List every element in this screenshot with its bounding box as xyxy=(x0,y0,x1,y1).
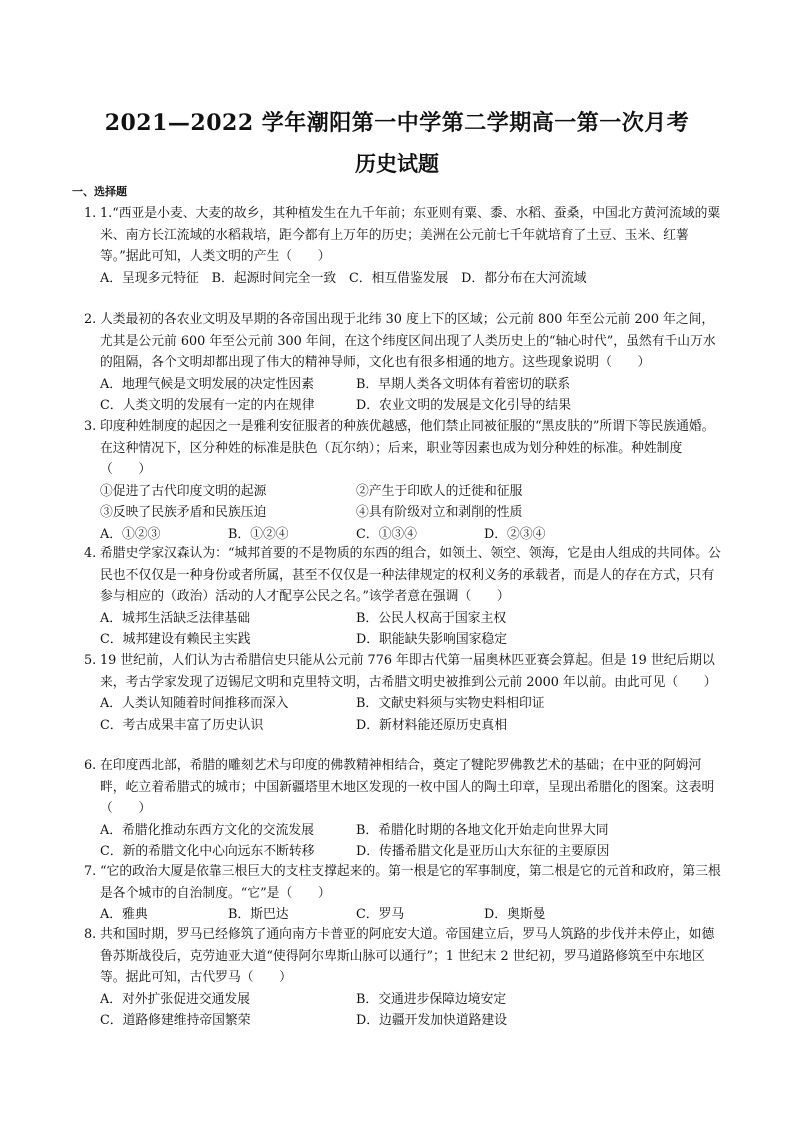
question-stem: 希腊史学家汉森认为：“城邦首要的不是物质的东西的组合，如领土、领空、领海，它是由人组成的共同体。公民也不仅仅是一种身份或者所属，甚至不仅仅是一种法律规定的权利义务的承载者，而是人的存在方式，只有参与相应的（政治）活动的人才配享公民之名。”该学者意在强调（ ） xyxy=(100,546,721,604)
question-number: 7. xyxy=(84,864,97,879)
option-c: C．城邦建设有赖民主实践 xyxy=(100,632,251,647)
question-number: 5. xyxy=(84,653,97,668)
option-a: A．地理气候是文明发展的决定性因素 xyxy=(100,376,314,392)
exam-subtitle: 历史试题 xyxy=(355,151,439,176)
option-d: D．边疆开发加快道路建设 xyxy=(356,1013,508,1028)
question-number: 3. xyxy=(84,419,97,434)
question-stem: 人类最初的各农业文明及早期的各帝国出现于北纬 30 度上下的区域；公元前 800 年至公元前 200 年之间，尤其是公元前 600 年至公元前 300 年间，在这个纬度区间出现了人类历史上的“轴心时代”，虽然有千山万水的阻隔，各个文明却都出现了伟大的精神导师，文化也有很多相通的地方。这些现象说明（ ） xyxy=(100,312,716,370)
statement-1: ①促进了古代印度文明的起源 xyxy=(100,483,267,499)
option-a: A．人类认知随着时间推移而深入 xyxy=(100,696,289,711)
option-d: D．奥斯曼 xyxy=(484,907,546,922)
option-c: C．道路修建维持帝国繁荣 xyxy=(100,1013,251,1028)
option-c: C．罗马 xyxy=(356,907,405,922)
option-b: B．希腊化时期的各地文化开始走向世界大同 xyxy=(356,822,609,838)
question-stem: 19 世纪前，人们认为古希腊信史只能从公元前 776 年即古代第一届奥林匹亚赛会算起。但是 19 世纪后期以来，考古学家发现了迈锡尼文明和克里特文明，古希腊文明史被推到公元前 2000 年以前。由此可见（ ） xyxy=(100,653,717,690)
exam-title: 2021—2022 学年潮阳第一中学第二学期高一第一次月考 xyxy=(104,110,690,136)
option-b: B．文献史料须与实物史料相印证 xyxy=(356,696,545,711)
statement-4: ④具有阶级对立和剥削的性质 xyxy=(356,505,523,520)
statement-2: ②产生于印欧人的迁徙和征服 xyxy=(356,483,523,499)
section-title: 一、选择题 xyxy=(72,185,127,198)
question-number: 6. xyxy=(84,758,97,773)
option-c: C．新的希腊文化中心向远东不断转移 xyxy=(100,844,315,859)
question-6 xyxy=(84,755,724,863)
option-d: D．职能缺失影响国家稳定 xyxy=(356,632,508,647)
option-a: A．城邦生活缺乏法律基础 xyxy=(100,610,251,626)
question-5 xyxy=(84,650,724,736)
question-stem: 共和国时期，罗马已经修筑了通向南方卡普亚的阿庇安大道。帝国建立后，罗马人筑路的步伐并未停止，如德鲁苏斯战役后，克劳迪亚大道“使得阿尔卑斯山脉可以通行”；1 世纪末 2 世纪初，罗马道路修筑至中东地区等。据此可知，古代罗马（ ） xyxy=(100,927,715,985)
question-4 xyxy=(84,543,724,651)
question-number: 4. xyxy=(84,546,97,561)
option-b: B．早期人类各文明体有着密切的联系 xyxy=(356,376,571,392)
question-3 xyxy=(84,416,724,545)
option-a: A．雅典 xyxy=(100,907,148,922)
option-a: A．对外扩张促进交通发展 xyxy=(100,991,251,1007)
question-stem: “它的政治大厦是依靠三根巨大的支柱支撑起来的。第一根是它的军事制度，第二根是它的元首和政府，第三根是各个城市的自治制度。“它”是（ ） xyxy=(100,864,721,901)
option-c: C．考古成果丰富了历史认识 xyxy=(100,717,264,733)
question-number: 1. xyxy=(84,206,97,221)
question-stem: 1.“西亚是小麦、大麦的故乡，其种植发生在九千年前；东亚则有粟、黍、水稻、蚕桑，中国北方黄河流域的粟米、南方长江流域的水稻栽培，距今都有上万年的历史；美洲在公元前七千年就培育了土豆、玉米、红薯等。”据此可知，人类文明的产生（ ） xyxy=(100,206,721,264)
question-number: 8. xyxy=(84,927,97,942)
option-d: D．传播希腊文化是亚历山大东征的主要原因 xyxy=(356,844,610,859)
option-d: D．②③④ xyxy=(484,526,546,542)
question-stem: 印度种姓制度的起因之一是雅利安征服者的种族优越感，他们禁止同被征服的“黑皮肤的”所谓下等民族通婚。在这种情况下，区分种姓的标准是肤色（瓦尔纳）；后来，职业等因素也成为划分种姓的标准。种姓制度（ ） xyxy=(100,419,715,477)
statement-3: ③反映了民族矛盾和民族压迫 xyxy=(100,505,267,520)
question-number: 2. xyxy=(84,312,97,327)
question-stem: 在印度西北部，希腊的雕刻艺术与印度的佛教精神相结合，奠定了犍陀罗佛教艺术的基础；在中亚的阿姆河畔，屹立着希腊式的城市；中国新疆塔里木地区发现的一枚中国人的陶土印章，呈现出希腊化的图案。这表明（ ） xyxy=(100,758,715,816)
option-a: A．希腊化推动东西方文化的交流发展 xyxy=(100,822,314,838)
question-2 xyxy=(84,309,724,417)
option-c: C．①③④ xyxy=(356,526,417,542)
question-1 xyxy=(84,203,724,289)
option-b: B．公民人权高于国家主权 xyxy=(356,610,507,626)
option-a: A．①②③ xyxy=(100,526,161,542)
option-b: B．斯巴达 xyxy=(228,907,289,922)
option-b: B．①②④ xyxy=(228,526,289,542)
question-8 xyxy=(84,924,724,1032)
options-line: A．呈现多元特征 B．起源时间完全一致 C．相互借鉴发展 D．都分布在大河流域 xyxy=(100,270,587,286)
option-c: C．人类文明的发展有一定的内在规律 xyxy=(100,398,315,413)
option-d: D．新材料能还原历史真相 xyxy=(356,717,508,733)
option-d: D．农业文明的发展是文化引导的结果 xyxy=(356,398,572,413)
option-b: B．交通进步保障边境安定 xyxy=(356,991,507,1007)
question-7 xyxy=(84,861,724,926)
